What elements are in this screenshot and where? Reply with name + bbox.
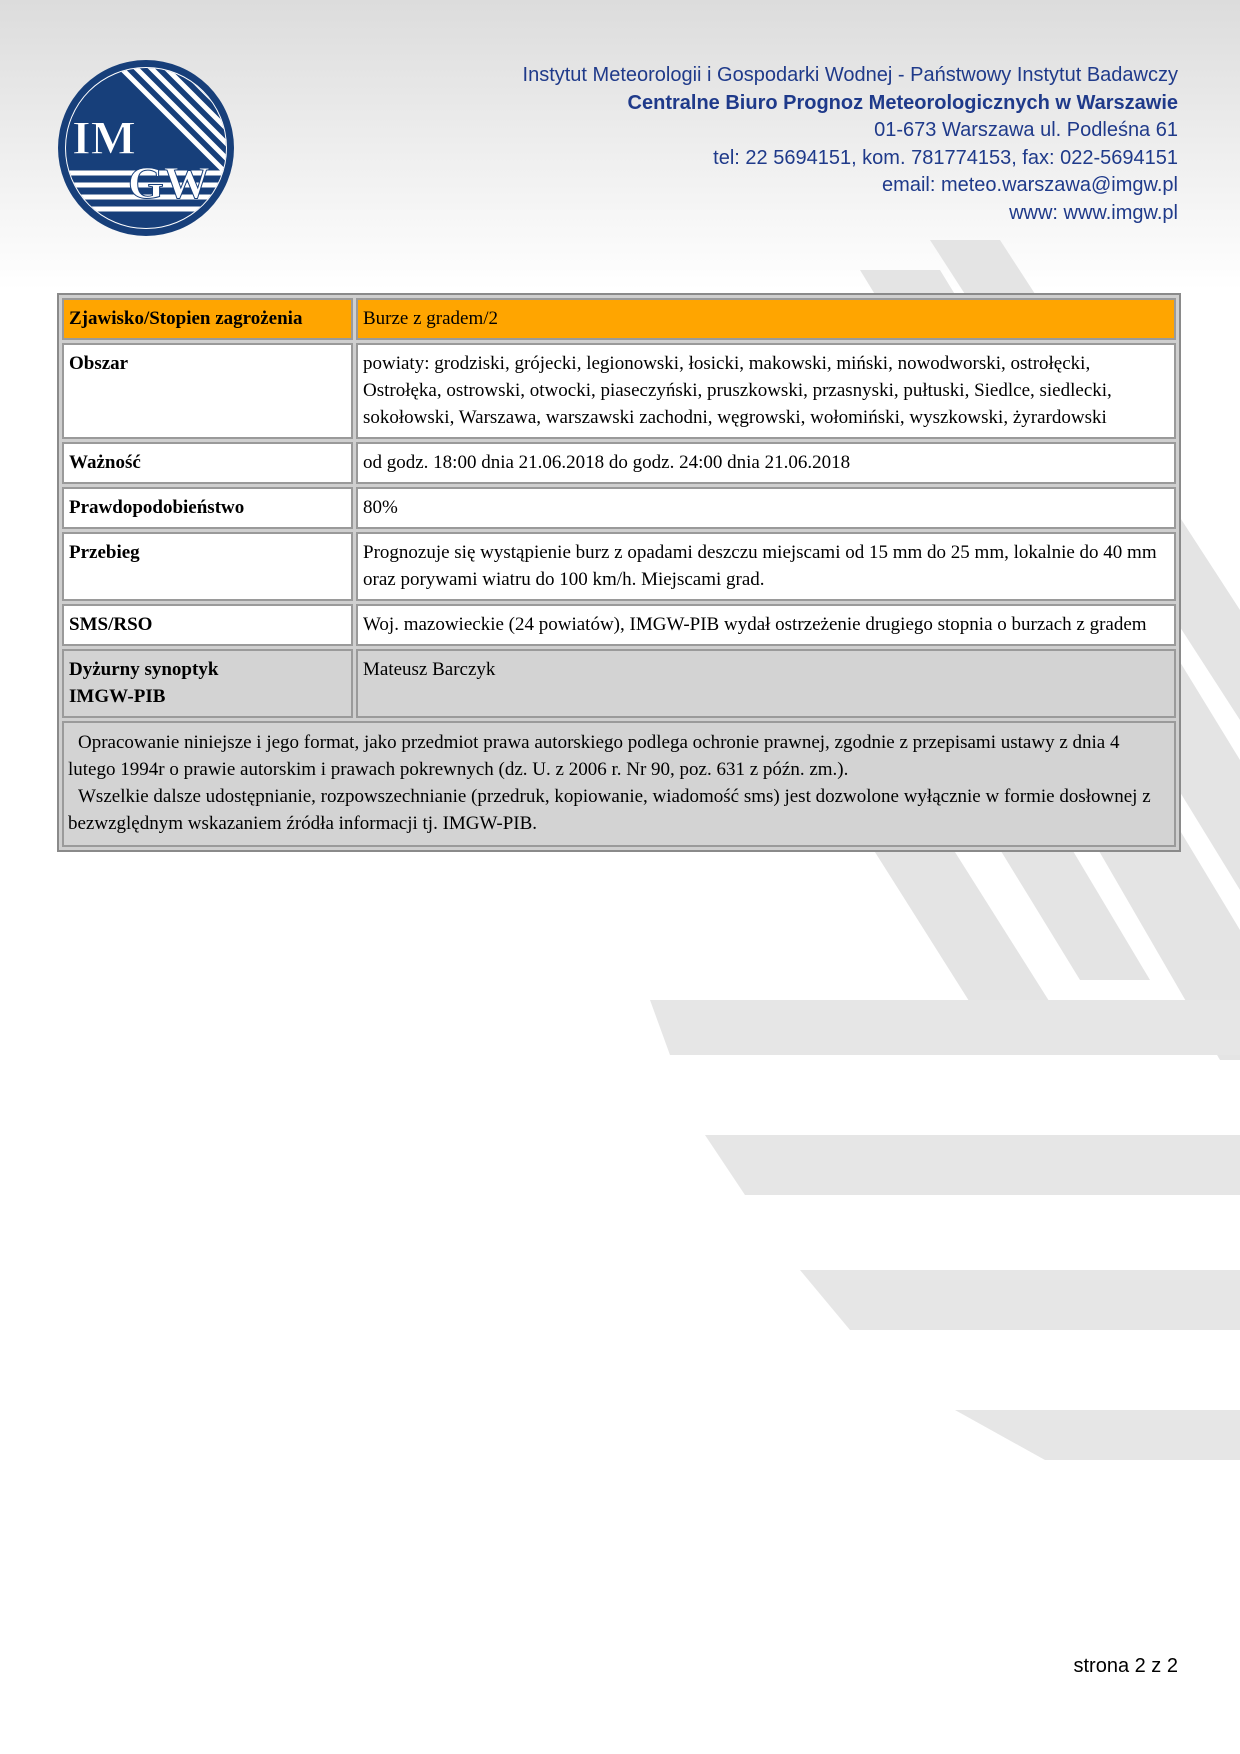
course-value: Prognozuje się wystąpienie burz z opadami deszczu miejscami od 15 mm do 25 mm, lokalnie do 40 mm oraz porywami wiatru do 100 km/h. Miejscami grad. [356, 532, 1176, 601]
duty-label [62, 649, 353, 718]
row-phenomenon [62, 298, 1176, 340]
logo-text-top: IM [72, 112, 136, 165]
probability-label: Prawdopodobieństwo [62, 487, 353, 529]
imgw-logo [56, 58, 236, 238]
institute-name: Instytut Meteorologii i Gospodarki Wodnej - Państwowy Instytut Badawczy [522, 64, 1178, 86]
bureau-name: Centralne Biuro Prognoz Meteorologicznych w Warszawie [627, 91, 1178, 114]
course-label: Przebieg [62, 532, 353, 601]
phone-fax: tel: 22 5694151, kom. 781774153, fax: 022-5694151 [713, 146, 1178, 169]
row-footer [62, 721, 1176, 847]
row-duty-forecaster [62, 649, 1176, 718]
duty-value: Mateusz Barczyk [356, 649, 1176, 718]
row-course [62, 532, 1176, 601]
sms-label: SMS/RSO [62, 604, 353, 646]
sms-value: Woj. mazowieckie (24 powiatów), IMGW-PIB wydał ostrzeżenie drugiego stopnia o burzach z gradem [356, 604, 1176, 646]
duty-label-line2: IMGW-PIB [69, 686, 166, 707]
row-probability [62, 487, 1176, 529]
row-validity [62, 442, 1176, 484]
row-area [62, 343, 1176, 439]
validity-label: Ważność [62, 442, 353, 484]
probability-value: 80% [356, 487, 1176, 529]
row-sms [62, 604, 1176, 646]
validity-value: od godz. 18:00 dnia 21.06.2018 do godz. 24:00 dnia 21.06.2018 [356, 442, 1176, 484]
email[interactable]: email: meteo.warszawa@imgw.pl [882, 174, 1178, 196]
logo-text-bottom: GW [128, 157, 210, 208]
copyright-paragraph-2: Wszelkie dalsze udostępnianie, rozpowszechnianie (przedruk, kopiowanie, wiadomość sms) jest dozwolone wyłącznie w formie dosłownej z bezwzględnym wskazaniem źródła informacji tj. IMGW-PIB. [68, 786, 1151, 834]
address: 01-673 Warszawa ul. Podleśna 61 [874, 119, 1178, 141]
copyright-paragraph-1: Opracowanie niniejsze i jego format, jako przedmiot prawa autorskiego podlega ochronie prawnej, zgodnie z przepisami ustawy z dnia 4 lutego 1994r o prawie autorskim i prawach pokrewnych (dz. U. z 2006 r. Nr 90, poz. 631 z późn. zm.). [68, 732, 1120, 780]
phenomenon-label: Zjawisko/Stopien zagrożenia [62, 298, 353, 340]
institute-header [278, 62, 1178, 227]
warning-table [57, 293, 1181, 852]
website[interactable]: www: www.imgw.pl [1009, 201, 1178, 224]
area-label: Obszar [62, 343, 353, 439]
page-number: strona 2 z 2 [1073, 1655, 1178, 1677]
phenomenon-value: Burze z gradem/2 [356, 298, 1176, 340]
copyright-notice [62, 721, 1176, 847]
area-value: powiaty: grodziski, grójecki, legionowski, łosicki, makowski, miński, nowodworski, ostrołęcki, Ostrołęka, ostrowski, otwocki, piaseczyński, pruszkowski, przasnyski, pułtuski, Siedlce, siedlecki, sokołowski, Warszawa, warszawski zachodni, węgrowski, wołomiński, wyszkowski, żyrardowski [356, 343, 1176, 439]
duty-label-line1: Dyżurny synoptyk [69, 659, 219, 680]
